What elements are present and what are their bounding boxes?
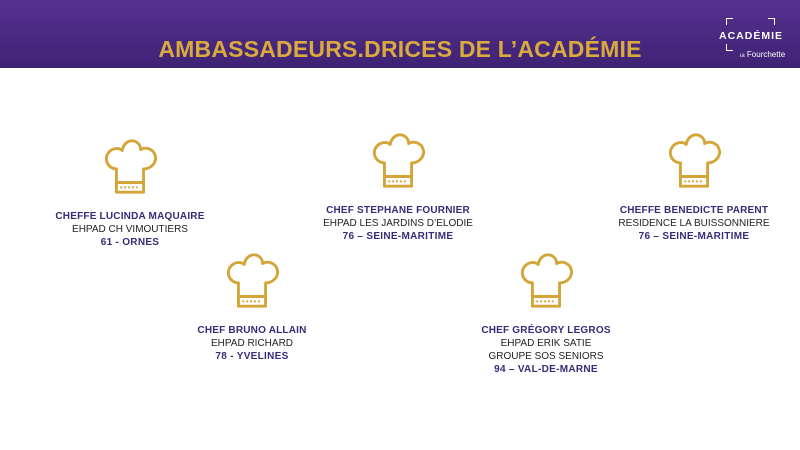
chef-card-gregory-legros bbox=[446, 250, 646, 376]
chef-name: CHEFFE LUCINDA MAQUAIRE bbox=[55, 211, 205, 222]
logo-subtitle bbox=[740, 50, 800, 61]
logo-corner-mark bbox=[726, 18, 733, 25]
page-title: AMBASSADEURS.DRICES DE L’ACADÉMIE bbox=[158, 36, 642, 62]
chef-region: 76 – SEINE-MARITIME bbox=[638, 231, 750, 242]
chef-establishment: EHPAD RICHARD bbox=[210, 338, 294, 349]
logo-corner-mark bbox=[768, 18, 775, 25]
chef-card-benedicte-parent bbox=[594, 130, 794, 243]
header-banner bbox=[0, 0, 800, 68]
chef-region: 94 – VAL-DE-MARNE bbox=[494, 364, 598, 375]
chef-card-lucinda-maquaire bbox=[30, 136, 230, 249]
chef-card-bruno-allain bbox=[152, 250, 352, 363]
chef-region: 76 – SEINE-MARITIME bbox=[342, 231, 454, 242]
chef-establishment: EHPAD CH VIMOUTIERS bbox=[72, 224, 188, 235]
chef-region: 78 - YVELINES bbox=[215, 351, 289, 362]
academie-logo bbox=[708, 12, 794, 60]
logo-name: ACADÉMIE bbox=[718, 30, 783, 42]
logo-corner-mark bbox=[726, 44, 733, 51]
chef-group: GROUPE SOS SENIORS bbox=[488, 351, 604, 362]
chef-hat-icon bbox=[663, 130, 725, 192]
chef-establishment: EHPAD LES JARDINS D’ELODIE bbox=[323, 218, 473, 229]
logo-sub-name: Fourchette bbox=[746, 50, 786, 59]
chef-name: CHEF BRUNO ALLAIN bbox=[197, 325, 307, 336]
chef-region: 61 - ORNES bbox=[100, 237, 160, 248]
logo-sub-prefix: ia bbox=[740, 53, 745, 59]
chef-establishment: EHPAD ERIK SATIE bbox=[500, 338, 592, 349]
chef-name: CHEF STEPHANE FOURNIER bbox=[326, 205, 470, 216]
chef-hat-icon bbox=[367, 130, 429, 192]
chef-hat-icon bbox=[221, 250, 283, 312]
chef-card-stephane-fournier bbox=[298, 130, 498, 243]
chef-establishment: RESIDENCE LA BUISSONNIERE bbox=[618, 218, 770, 229]
chef-hat-icon bbox=[515, 250, 577, 312]
chef-name: CHEFFE BENEDICTE PARENT bbox=[619, 205, 769, 216]
chef-name: CHEF GRÉGORY LEGROS bbox=[481, 325, 611, 336]
chef-hat-icon bbox=[99, 136, 161, 198]
